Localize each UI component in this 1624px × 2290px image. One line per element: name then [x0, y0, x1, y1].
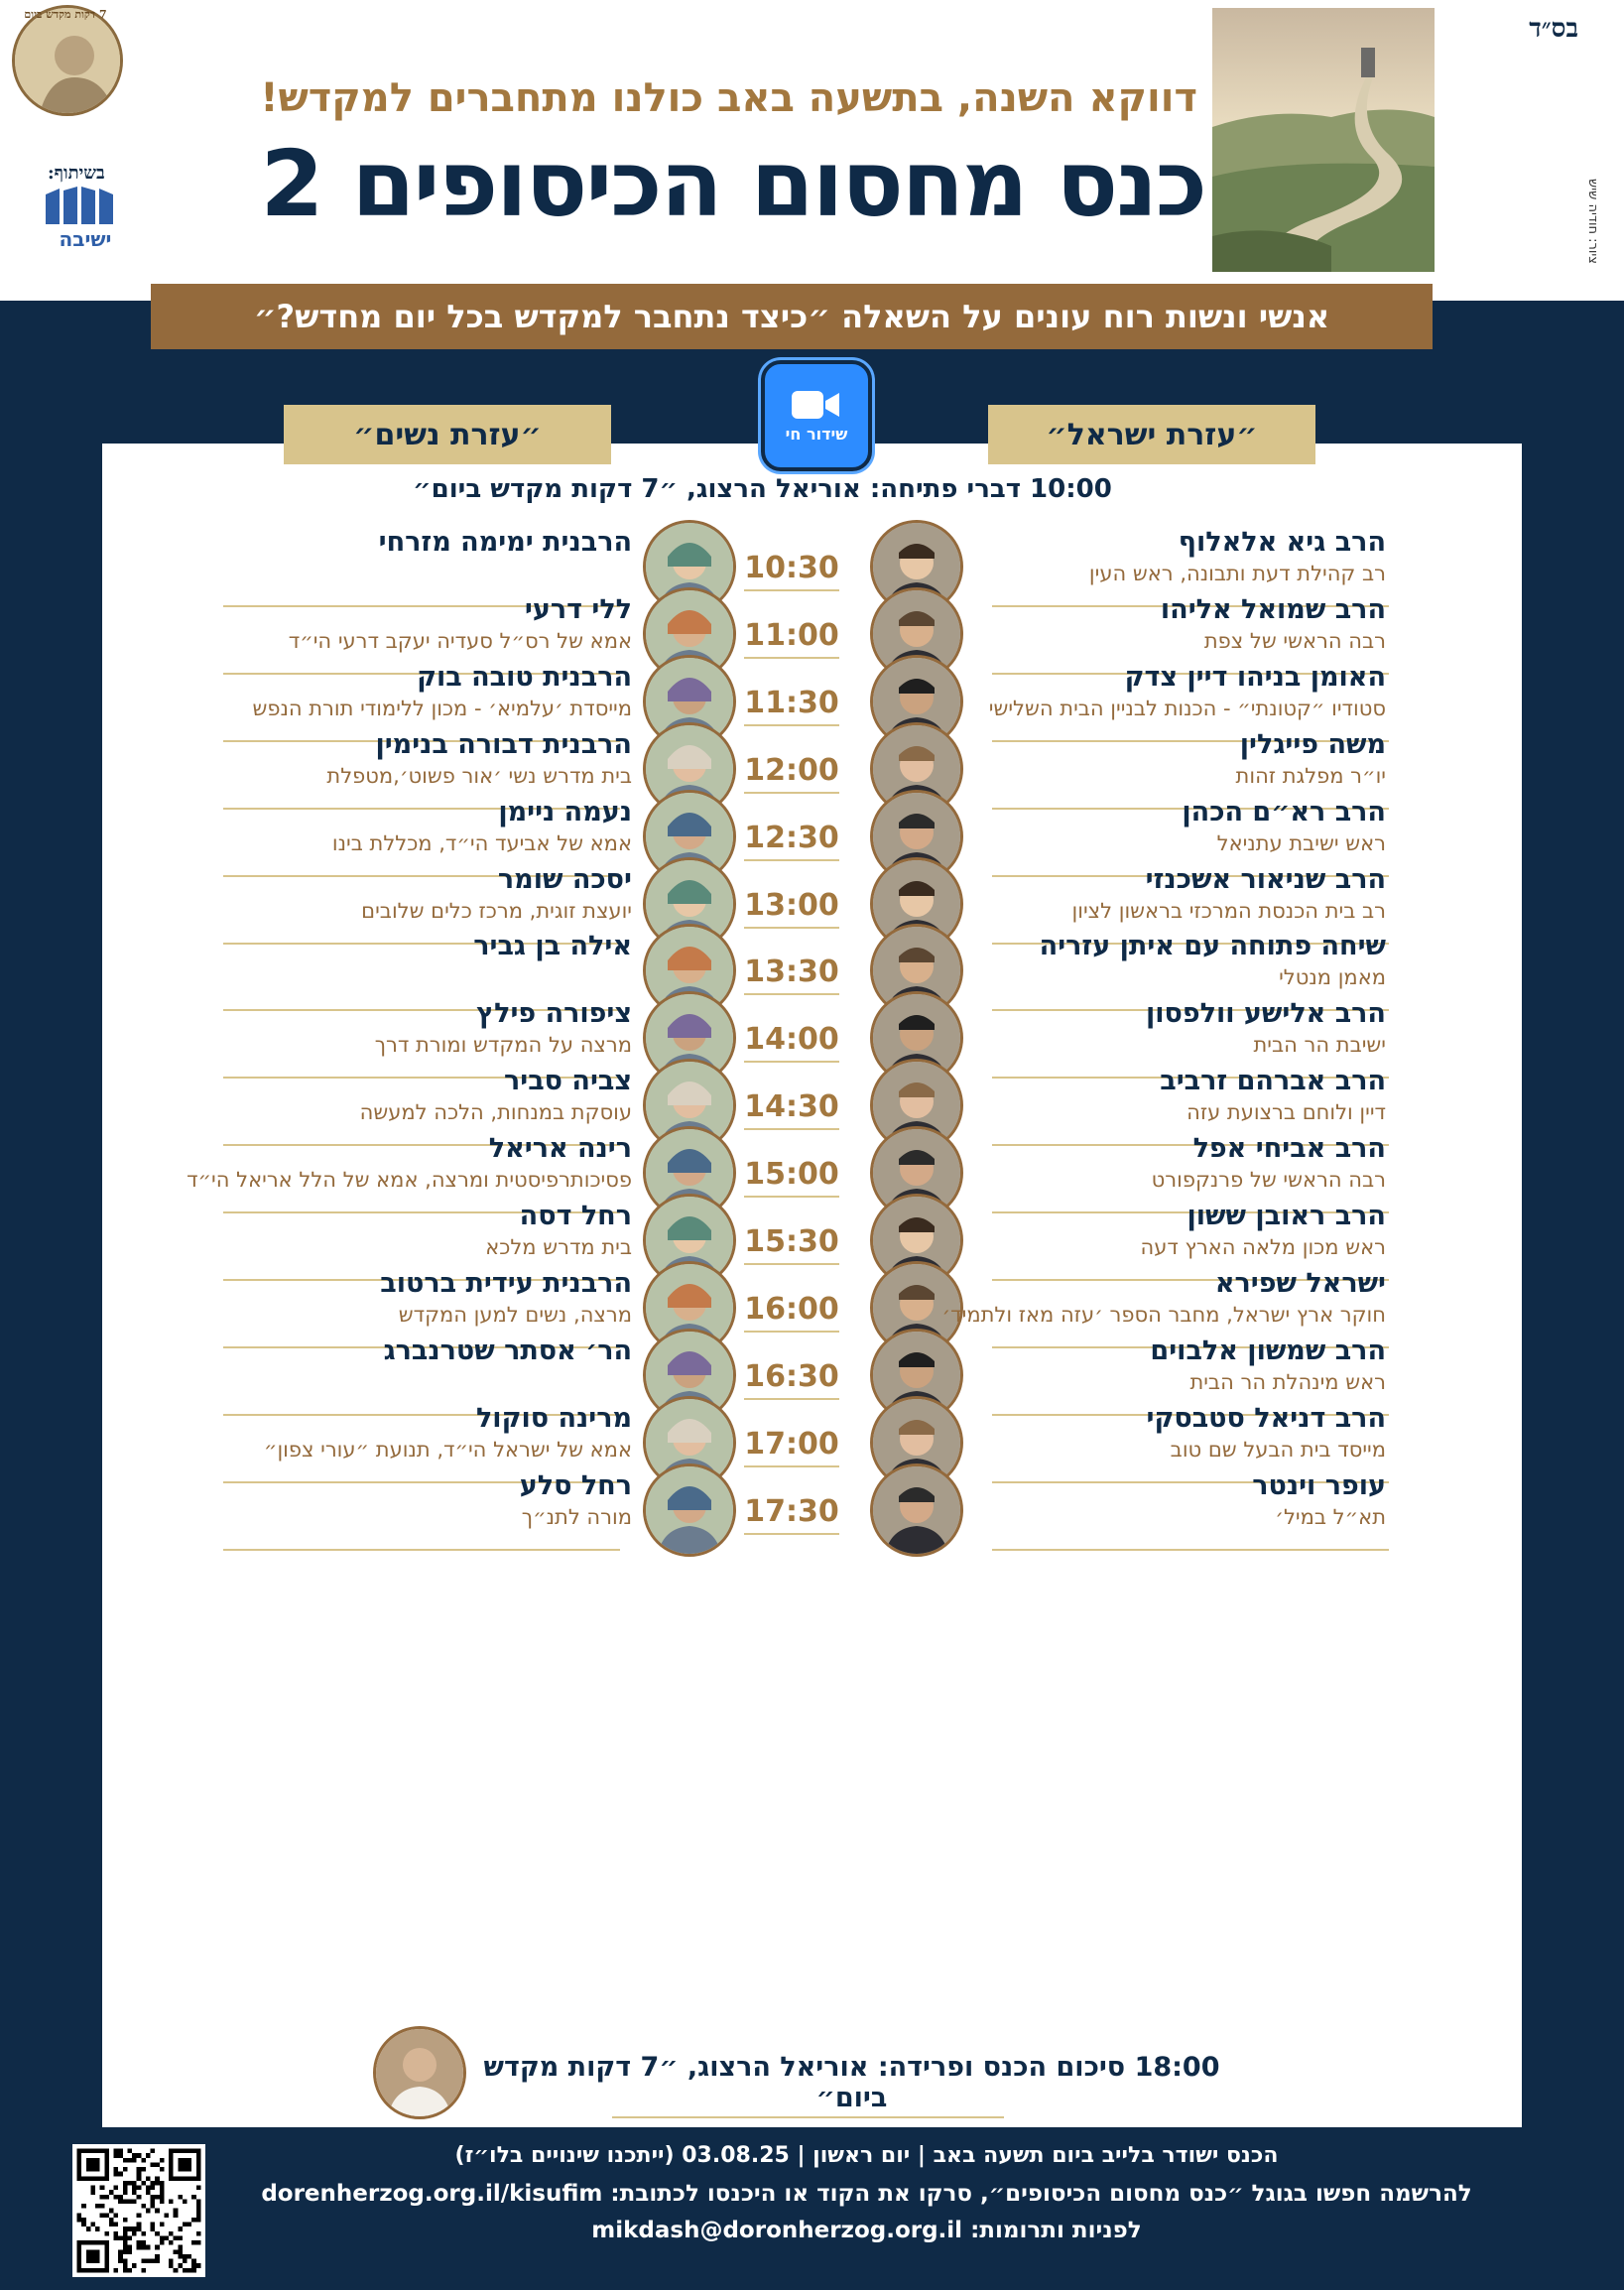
- speaker-name: הרב אברהם זרביב: [1160, 1066, 1386, 1097]
- speaker-name: הרב אביחי אפל: [1192, 1133, 1386, 1165]
- memorial-logo: [12, 5, 123, 116]
- men-speaker: [933, 997, 1386, 1059]
- time-slot: 15:30: [744, 1224, 839, 1265]
- men-speaker: [933, 1469, 1386, 1531]
- women-speaker: [60, 1200, 632, 1261]
- speaker-name: נעמה ניימן: [498, 796, 632, 827]
- women-speaker: [60, 728, 632, 790]
- time-slot: 13:30: [744, 954, 839, 995]
- speaker-role: רב קהילת דעת ותבונה, ראש העין: [1088, 562, 1386, 585]
- time-slot: 10:30: [744, 551, 839, 591]
- speaker-name: רחל סלע: [519, 1469, 632, 1501]
- speaker-name: הרב שמשון אלבוים: [1150, 1335, 1386, 1366]
- women-speaker: [60, 1065, 632, 1126]
- speaker-role: ראש מכון מלאה הארץ דעה: [1140, 1235, 1386, 1259]
- speaker-name: הרבנית דבורה בנימין: [375, 728, 632, 760]
- speaker-name: האומן בניהו דיין צדק: [1124, 661, 1386, 693]
- speaker-name: רחל דסה: [519, 1201, 632, 1231]
- partner-name: ישיבה: [59, 227, 112, 251]
- yeshiva-logo: [38, 185, 133, 262]
- speaker-name: הרב דניאל סטבסקי: [1146, 1402, 1386, 1434]
- speaker-name: הרב שמואל אליהו: [1160, 593, 1386, 625]
- men-speaker: [933, 1335, 1386, 1396]
- men-speaker: [933, 796, 1386, 857]
- speaker-role: דיין ולוחם ברצועת עזה: [1187, 1100, 1386, 1125]
- speaker-name: שיחה פתוחה עם איתן עזריה: [1039, 931, 1386, 962]
- women-speaker: [60, 796, 632, 857]
- speaker-role: עוסקת במנחות, הלכה למעשה: [359, 1100, 632, 1125]
- time-slot: 13:00: [744, 888, 839, 929]
- speaker-role: ראש מינהלת הר הבית: [1189, 1369, 1386, 1394]
- speaker-name: הרב גיא אלאלוף: [1178, 527, 1386, 558]
- speaker-name: ללי דרעי: [524, 593, 632, 625]
- zoom-label: שידור חי: [785, 424, 848, 444]
- women-speaker: [60, 1132, 632, 1194]
- time-slot: 11:00: [744, 618, 839, 659]
- speaker-role: בית מדרש מלכא: [485, 1235, 632, 1259]
- speaker-role: מרצה, נשים למען המקדש: [398, 1302, 632, 1327]
- footer-contact[interactable]: לפניות ותרומות: mikdash@doronherzog.org.il: [591, 2218, 1142, 2243]
- qr-code[interactable]: [72, 2144, 205, 2277]
- speaker-role: רבה הראשי של צפת: [1203, 628, 1386, 653]
- women-speaker: [60, 997, 632, 1059]
- time-slot: 15:00: [744, 1157, 839, 1198]
- footer-registration[interactable]: להרשמה חפשו בגוגל ״כנס מחסום הכיסופים״, סרקו את הקוד או היכנסו לכתובת: dorenherzog.org.il/kisufim: [261, 2181, 1472, 2207]
- speaker-role: בית מדרש נשי ׳אור פשוט׳,מטפלת: [326, 763, 632, 788]
- women-speaker: [60, 930, 632, 963]
- men-speaker: [933, 1132, 1386, 1194]
- question-banner: אנשי ונשות רוח עונים על השאלה ״כיצד נתחבר למקדש בכל יום מחדש?״: [151, 284, 1433, 349]
- speaker-name: משה פייגלין: [1239, 728, 1386, 760]
- speaker-name: מרינה סוקול: [475, 1402, 632, 1434]
- time-slot: 17:00: [744, 1427, 839, 1467]
- speaker-name: ציפורה פילץ: [476, 998, 632, 1030]
- zoom-live-button[interactable]: [761, 360, 872, 471]
- men-speaker: [933, 728, 1386, 790]
- speaker-name: רינה אריאל: [488, 1133, 632, 1165]
- time-slot: 12:30: [744, 821, 839, 861]
- speaker-name: יסכה שומר: [497, 863, 632, 895]
- speaker-name: הרב ראובן ששון: [1187, 1201, 1386, 1231]
- speaker-name: ישראל שפירא: [1214, 1267, 1386, 1299]
- speaker-name: צביה סביר: [503, 1066, 632, 1097]
- men-speaker: [933, 661, 1386, 722]
- speaker-role: יועצת זוגית, מרכז כלים שלובים: [361, 898, 632, 923]
- speaker-role: אמא של אביעד הי״ד, מכללת בינו: [331, 830, 632, 855]
- speaker-name: הר׳ אסתר שטרנברג: [383, 1335, 632, 1366]
- headline-tagline: דווקא השנה, בתשעה באב כולנו מתחברים למקדש!: [260, 75, 1197, 121]
- speaker-name: אילה בן גביר: [473, 931, 632, 962]
- video-camera-icon: [792, 389, 841, 421]
- speaker-name: הרב רא״ם הכהן: [1182, 796, 1386, 827]
- bsd-mark: בס״ד: [1529, 14, 1578, 44]
- schedule-row: [0, 1460, 1624, 1559]
- women-speaker: [60, 1469, 632, 1531]
- speaker-role: אמא של ישראל הי״ד, תנועת ״עורי צפון״: [263, 1437, 632, 1462]
- speaker-name: הרב שניאור אשכנזי: [1145, 863, 1386, 895]
- women-speaker: [60, 526, 632, 560]
- women-speaker: [60, 661, 632, 722]
- speaker-role: מייסד בית הבעל שם טוב: [1170, 1437, 1386, 1462]
- speaker-role: סטודיו ״קטונתי״ - הכנות לבניין הבית השלישי: [988, 696, 1386, 720]
- divider: [992, 1549, 1389, 1551]
- landscape-painting: [1212, 8, 1435, 272]
- speaker-role: מאמן מנטלי: [1279, 965, 1386, 990]
- speaker-role: ראש ישיבת עתניאל: [1216, 830, 1386, 855]
- speaker-name: הרבנית עידית ברטוב: [380, 1267, 632, 1299]
- speaker-role: רבה הראשי של פרנקפורט: [1151, 1168, 1386, 1193]
- speaker-role: פסיכותרפיסטית ומרצה, אמא של הלל אריאל הי״ד: [187, 1168, 632, 1193]
- speaker-role: מרצה על המקדש ומורת דרך: [374, 1033, 632, 1058]
- men-speaker: [933, 1402, 1386, 1463]
- time-slot: 16:30: [744, 1359, 839, 1400]
- time-slot: 14:30: [744, 1089, 839, 1130]
- time-slot: 12:00: [744, 753, 839, 794]
- footer-broadcast-info: הכנס ישודר בלייב ביום תשעה באב | יום ראשון | 03.08.25 (ייתכנו שינויים בלו״ז): [454, 2143, 1279, 2168]
- closing-divider: [612, 2116, 1004, 2118]
- speaker-role: ישיבת הר הבית: [1253, 1033, 1386, 1058]
- men-speaker: [933, 1065, 1386, 1126]
- section-women: ״עזרת נשים״: [284, 405, 611, 464]
- memorial-logo-text: 7 דקות מקדש ביום: [24, 8, 107, 21]
- speaker-role: תא״ל במיל׳: [1275, 1504, 1386, 1529]
- speaker-role: מייסדת ׳עלמיא׳ - מכון ללימודי תורת הנפש: [252, 696, 632, 720]
- men-speaker: [933, 1267, 1386, 1329]
- partner-label: בשיתוף:: [48, 163, 105, 184]
- women-speaker: [60, 1267, 632, 1329]
- women-speaker-avatar: [643, 1463, 736, 1557]
- speaker-role: רב בית הכנסת המרכזי בראשון לציון: [1071, 898, 1386, 923]
- men-speaker: [933, 526, 1386, 587]
- time-slot: 16:00: [744, 1292, 839, 1333]
- painting-credit: ציור: חודיה שיש: [1585, 179, 1600, 265]
- divider: [223, 1549, 620, 1551]
- time-slot: 14:00: [744, 1022, 839, 1063]
- women-speaker: [60, 1335, 632, 1368]
- men-speaker: [933, 593, 1386, 655]
- speaker-name: הרב אלישע וולפסון: [1146, 998, 1386, 1030]
- men-speaker: [933, 863, 1386, 925]
- section-men: ״עזרת ישראל״: [988, 405, 1315, 464]
- men-speaker: [933, 930, 1386, 991]
- closing-session: 18:00 סיכום הכנס ופרידה: אוריאל הרצוג, ״7 דקות מקדש ביום״: [483, 2052, 1220, 2113]
- speaker-role: מורה לתנ״ך: [521, 1504, 632, 1529]
- headline-title: כנס מחסום הכיסופים 2: [260, 131, 1205, 237]
- closing-speaker-avatar: [373, 2026, 466, 2119]
- speaker-name: הרבנית טובה בוק: [417, 661, 632, 693]
- speaker-name: עופר וינטר: [1252, 1469, 1386, 1501]
- women-speaker: [60, 593, 632, 655]
- time-slot: 11:30: [744, 686, 839, 726]
- speaker-role: חוקר ארץ ישראל, מחבר הספר ׳עזה מאז ולתמיד׳: [941, 1302, 1386, 1327]
- women-speaker: [60, 863, 632, 925]
- speaker-role: יו״ר מפלגת זהות: [1235, 763, 1386, 788]
- men-speaker: [933, 1200, 1386, 1261]
- speaker-role: אמא של רס״ל סעדיה יעקב דרעי הי״ד: [288, 628, 632, 653]
- speaker-name: הרבנית ימימה מזרחי: [378, 527, 632, 558]
- opening-session: 10:00 דברי פתיחה: אוריאל הרצוג, ״7 דקות מקדש ביום״: [413, 474, 1112, 504]
- women-speaker: [60, 1402, 632, 1463]
- time-slot: 17:30: [744, 1494, 839, 1535]
